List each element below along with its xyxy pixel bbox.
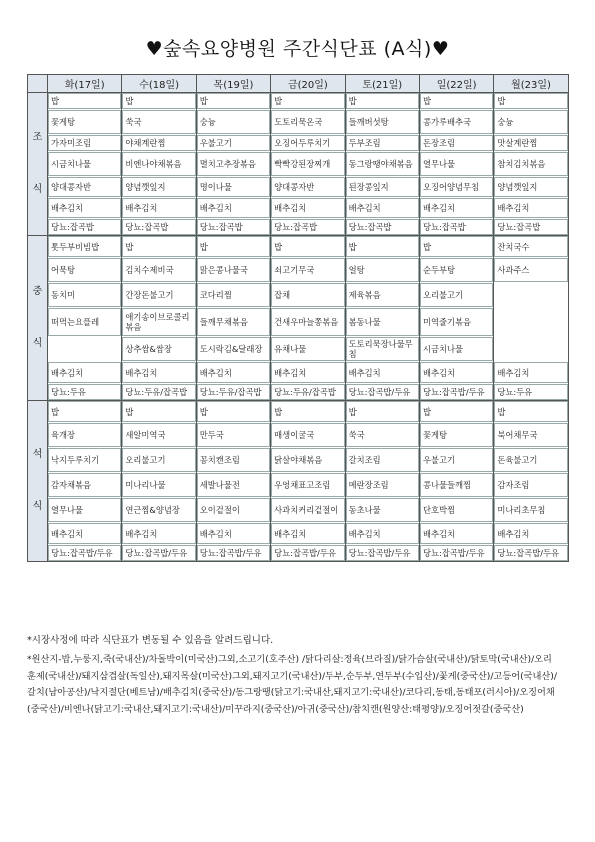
menu-item: 봄동나물 [346, 308, 419, 336]
menu-item: 당뇨:잡곡밥 [494, 219, 567, 235]
menu-item: 감자조림 [494, 473, 567, 497]
day-meal-cell [494, 93, 568, 236]
menu-item: 배추김치 [48, 523, 121, 544]
menu-item: 우불고기 [420, 448, 493, 472]
menu-item: 당뇨:잡곡밥/두유 [420, 384, 493, 400]
menu-item: 배추김치 [197, 198, 270, 218]
menu-item: 배추김치 [271, 523, 344, 544]
menu-item: 당뇨:잡곡밥/두유 [271, 545, 344, 561]
menu-item: 단호박찜 [420, 498, 493, 522]
menu-item: 당뇨:잡곡밥/두유 [346, 384, 419, 400]
menu-item: 쑥국 [346, 423, 419, 447]
menu-item: 밥 [420, 93, 493, 109]
menu-item: 밥 [271, 401, 344, 422]
menu-item: 밥 [271, 93, 344, 109]
menu-item: 배추김치 [271, 362, 344, 383]
menu-item: 밥 [197, 401, 270, 422]
menu-item: 두부조림 [346, 135, 419, 151]
menu-item: 숭늉 [197, 110, 270, 134]
menu-item: 맛살계란찜 [494, 135, 567, 151]
menu-item: 당뇨:잡곡밥/두유 [420, 545, 493, 561]
menu-item: 당뇨:잡곡밥/두유 [48, 545, 121, 561]
meal-label-text: 석 식 [32, 449, 43, 512]
day-header: 수(18일) [122, 75, 196, 93]
menu-item: 시금치나물 [48, 152, 121, 176]
day-meal-cell [419, 236, 493, 401]
menu-item [494, 337, 567, 361]
menu-item: 간장돈불고기 [122, 283, 195, 307]
menu-item [48, 337, 121, 361]
menu-item: 배추김치 [122, 362, 195, 383]
menu-item: 야채계란찜 [122, 135, 195, 151]
menu-item: 얼탕 [346, 258, 419, 282]
menu-item: 배추김치 [271, 198, 344, 218]
menu-item: 배추김치 [346, 362, 419, 383]
menu-item: 양대콩자반 [48, 177, 121, 197]
menu-item: 오이겉절이 [197, 498, 270, 522]
menu-item: 배추김치 [420, 523, 493, 544]
meal-label [28, 236, 48, 401]
menu-item: 밥 [346, 401, 419, 422]
menu-item: 배추김치 [48, 362, 121, 383]
page-title: ♥숲속요양병원 주간식단표 (A식)♥ [145, 38, 450, 60]
menu-item: 밥 [420, 401, 493, 422]
menu-item: 당뇨:잡곡밥/두유 [122, 545, 195, 561]
menu-item: 유채나물 [271, 337, 344, 361]
menu-item: 애기송이브로콜리볶음 [122, 308, 195, 336]
day-meal-cell [122, 93, 196, 236]
day-meal-cell [271, 236, 345, 401]
menu-item: 당뇨:잡곡밥/두유 [346, 545, 419, 561]
day-meal-cell [48, 401, 122, 562]
menu-item: 사과치커리겉절이 [271, 498, 344, 522]
meal-label-text: 중 식 [32, 286, 43, 349]
meal-label [28, 93, 48, 236]
menu-item: 새알미역국 [122, 423, 195, 447]
meal-row [28, 401, 569, 562]
menu-item: 미나리초무침 [494, 498, 567, 522]
menu-item: 당뇨:두유 [48, 384, 121, 400]
menu-item: 밥 [48, 401, 121, 422]
menu-item: 세발나물전 [197, 473, 270, 497]
day-meal-cell [271, 401, 345, 562]
menu-item: 배추김치 [420, 362, 493, 383]
menu-item: 멸치고추장볶음 [197, 152, 270, 176]
menu-item: 양념깻잎지 [494, 177, 567, 197]
menu-item: 동치미 [48, 283, 121, 307]
menu-item: 시금치나물 [420, 337, 493, 361]
menu-item: 매생이굴국 [271, 423, 344, 447]
menu-item: 배추김치 [197, 523, 270, 544]
menu-item: 배추김치 [494, 362, 567, 383]
weekly-menu-table [27, 74, 569, 562]
menu-item: 밥 [346, 236, 419, 257]
day-header: 화(17일) [48, 75, 122, 93]
menu-item: 꽃게탕 [48, 110, 121, 134]
menu-item: 배추김치 [122, 198, 195, 218]
menu-item: 비엔나야채볶음 [122, 152, 195, 176]
menu-item: 양대콩자반 [271, 177, 344, 197]
menu-item: 만두국 [197, 423, 270, 447]
menu-item: 밥 [197, 93, 270, 109]
day-meal-cell [494, 236, 568, 401]
menu-item: 당뇨:잡곡밥/두유 [494, 545, 567, 561]
menu-item: 미역줄기볶음 [420, 308, 493, 336]
menu-item: 배추김치 [122, 523, 195, 544]
menu-item: 배추김치 [346, 523, 419, 544]
day-meal-cell [345, 236, 419, 401]
day-header: 토(21일) [345, 75, 419, 93]
menu-item: 들깨무채볶음 [197, 308, 270, 336]
meal-label [28, 401, 48, 562]
meal-row [28, 93, 569, 236]
menu-item: 낙지두루치기 [48, 448, 121, 472]
menu-item: 오리불고기 [122, 448, 195, 472]
day-meal-cell [122, 236, 196, 401]
menu-item: 오리불고기 [420, 283, 493, 307]
menu-item: 북어채무국 [494, 423, 567, 447]
menu-item: 된장콩잎지 [346, 177, 419, 197]
menu-item: 당뇨:두유/잡곡밥 [271, 384, 344, 400]
menu-item: 당뇨:잡곡밥 [197, 219, 270, 235]
menu-item: 참치김치볶음 [494, 152, 567, 176]
menu-item: 당뇨:잡곡밥 [122, 219, 195, 235]
menu-item: 메란장조림 [346, 473, 419, 497]
day-meal-cell [345, 401, 419, 562]
menu-item: 상추쌈&쌈장 [122, 337, 195, 361]
menu-item: 돈장조림 [420, 135, 493, 151]
day-header: 월(23일) [494, 75, 568, 93]
meal-label-text: 조 식 [32, 132, 43, 195]
menu-item: 도토리묵장나물무침 [346, 337, 419, 361]
menu-item: 밥 [346, 93, 419, 109]
menu-item: 배추김치 [48, 198, 121, 218]
menu-item: 동그랑땡야채볶음 [346, 152, 419, 176]
menu-item: 당뇨:잡곡밥 [271, 219, 344, 235]
menu-item: 우엉채표고조림 [271, 473, 344, 497]
menu-item: 당뇨:두유 [494, 384, 567, 400]
menu-item: 밥 [122, 401, 195, 422]
menu-item: 빡빡강된장찌개 [271, 152, 344, 176]
day-meal-cell [271, 93, 345, 236]
meal-row [28, 236, 569, 401]
menu-item: 도토리묵온국 [271, 110, 344, 134]
menu-item: 제육볶음 [346, 283, 419, 307]
menu-item: 배추김치 [346, 198, 419, 218]
menu-item: 도시락김&달래장 [197, 337, 270, 361]
menu-item: 배추김치 [494, 523, 567, 544]
menu-item: 당뇨:두유/잡곡밥 [197, 384, 270, 400]
menu-item: 밥 [197, 236, 270, 257]
menu-item: 건새우마늘쫑볶음 [271, 308, 344, 336]
menu-item: 밥 [122, 236, 195, 257]
day-meal-cell [419, 93, 493, 236]
menu-item: 떠먹는요플레 [48, 308, 121, 336]
menu-item: 밥 [420, 236, 493, 257]
menu-item: 양념깻잎지 [122, 177, 195, 197]
menu-item: 톳두부비빔밥 [48, 236, 121, 257]
menu-item [494, 283, 567, 307]
day-meal-cell [196, 236, 270, 401]
menu-item: 꽃게탕 [420, 423, 493, 447]
menu-item: 맑은콩나물국 [197, 258, 270, 282]
menu-item: 당뇨:잡곡밥 [48, 219, 121, 235]
menu-item: 명이나물 [197, 177, 270, 197]
day-header: 목(19일) [196, 75, 270, 93]
menu-item: 감자채볶음 [48, 473, 121, 497]
day-meal-cell [122, 401, 196, 562]
menu-item: 밥 [494, 401, 567, 422]
day-header: 금(20일) [271, 75, 345, 93]
origin-text: *원산지-밥,누룽지,죽(국내산)/차돌박이(미국산)그외,소고기(호주산) /닭다리살:정육(브라질)/닭가슴살(국내산)/닭토막(국내산)/오리훈제(국내산)/돼지삼겹살(독일산),돼지목살(미국산)그외,돼지고기(국내산)/두부,순두부,연두부(수입산)/꽃게(중국산)/고등어(국내산)/갈치(남아공산)/낙지절단(베트남)/배추김치(중국산)/동그랑땡(닭고기:국내산,돼지고기:국내산)/코다리,동태,동태포(러시아)/오징어채(중국산)/비엔나(닭고기:국내산,돼지고기:국내산)/미꾸라지(중국산)/아귀(중국산)/참치캔(원양산:태평양)/오징어젓갈(중국산) [27, 654, 557, 715]
menu-item: 밥 [48, 93, 121, 109]
menu-item: 코다리찜 [197, 283, 270, 307]
menu-item: 갈치조림 [346, 448, 419, 472]
day-header: 일(22일) [419, 75, 493, 93]
menu-item: 콩가루배추국 [420, 110, 493, 134]
corner-cell [28, 75, 48, 93]
menu-item: 배추김치 [420, 198, 493, 218]
menu-item: 쇠고기무국 [271, 258, 344, 282]
day-meal-cell [196, 401, 270, 562]
menu-item: 어묵탕 [48, 258, 121, 282]
menu-item: 배추김치 [494, 198, 567, 218]
menu-item: 김치수제비국 [122, 258, 195, 282]
menu-item: 밥 [271, 236, 344, 257]
menu-item: 쑥국 [122, 110, 195, 134]
menu-item: 당뇨:잡곡밥 [346, 219, 419, 235]
menu-item: 배추김치 [197, 362, 270, 383]
menu-item: 열무나물 [420, 152, 493, 176]
menu-item: 가자미조림 [48, 135, 121, 151]
menu-item: 우불고기 [197, 135, 270, 151]
menu-item: 들깨버섯탕 [346, 110, 419, 134]
menu-item: 사과주스 [494, 258, 567, 282]
menu-item: 콩나물들깨찜 [420, 473, 493, 497]
menu-item: 밥 [122, 93, 195, 109]
menu-item: 오징어양념무침 [420, 177, 493, 197]
day-header-row [28, 75, 569, 93]
day-meal-cell [48, 93, 122, 236]
menu-item: 밥 [494, 93, 567, 109]
menu-item: 당뇨:잡곡밥 [420, 219, 493, 235]
menu-item: 연근찜&양념장 [122, 498, 195, 522]
menu-item: 열무나물 [48, 498, 121, 522]
day-meal-cell [48, 236, 122, 401]
menu-item: 숭늉 [494, 110, 567, 134]
menu-item: 닭살야채볶음 [271, 448, 344, 472]
menu-item: 동초나물 [346, 498, 419, 522]
day-meal-cell [345, 93, 419, 236]
menu-item [494, 308, 567, 336]
menu-item: 미나리나물 [122, 473, 195, 497]
day-meal-cell [419, 401, 493, 562]
menu-item: 잡채 [271, 283, 344, 307]
day-meal-cell [494, 401, 568, 562]
day-meal-cell [196, 93, 270, 236]
menu-item: 당뇨:두유/잡곡밥 [122, 384, 195, 400]
menu-item: 순두부탕 [420, 258, 493, 282]
menu-item: 오징어두루치기 [271, 135, 344, 151]
menu-item: 육개장 [48, 423, 121, 447]
menu-item: 당뇨:잡곡밥/두유 [197, 545, 270, 561]
menu-item: 꽁치캔조림 [197, 448, 270, 472]
menu-item: 돈육불고기 [494, 448, 567, 472]
menu-item: 잔치국수 [494, 236, 567, 257]
notice-text: *시장사정에 따라 식단표가 변동될 수 있음을 알려드립니다. [27, 635, 274, 646]
